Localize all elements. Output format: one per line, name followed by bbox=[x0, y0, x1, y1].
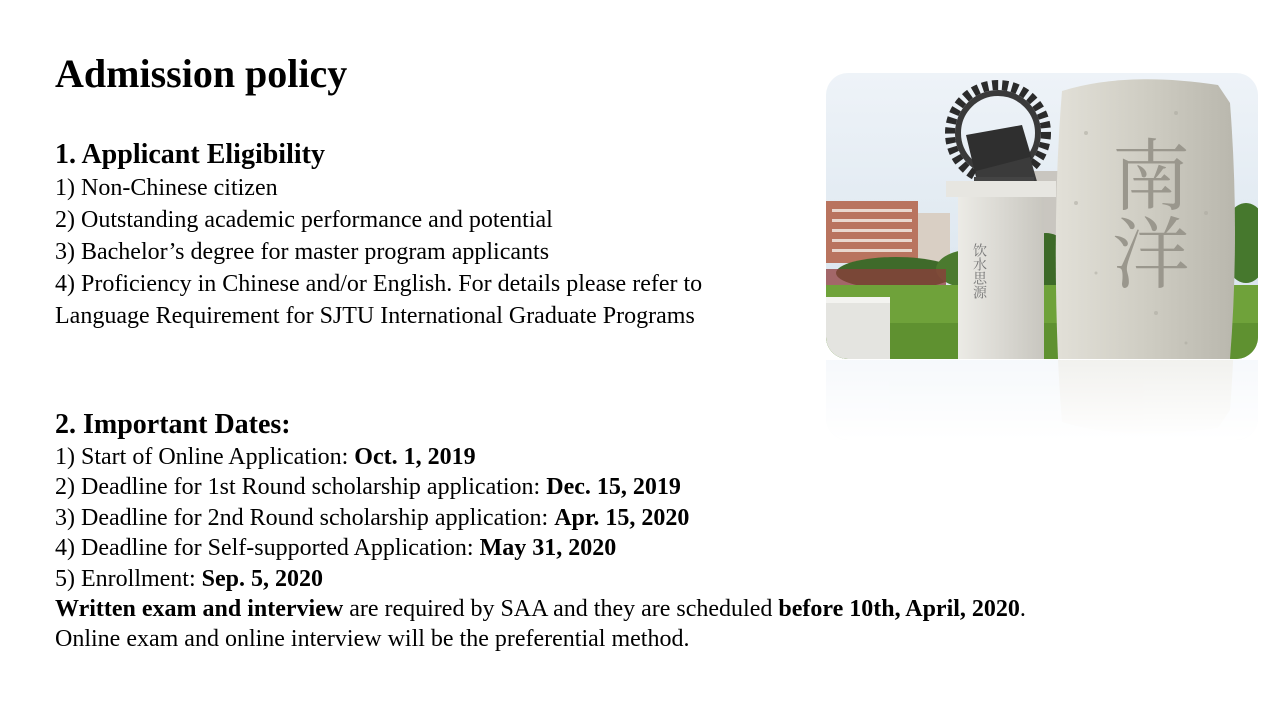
eligibility-item: 3) Bachelor’s degree for master program applicants bbox=[55, 239, 550, 265]
dates-section bbox=[55, 408, 1185, 655]
eligibility-item: 2) Outstanding academic performance and potential bbox=[55, 207, 553, 233]
pillar-inscription: 饮水思源 bbox=[971, 243, 987, 299]
date-item bbox=[55, 533, 1185, 563]
eligibility-item: Language Requirement for SJTU International Graduate Programs bbox=[55, 303, 695, 329]
exam-note-deadline: before 10th, April, 2020 bbox=[778, 596, 1020, 623]
eligibility-item: 1) Non-Chinese citizen bbox=[55, 175, 278, 201]
campus-photo-illustration bbox=[826, 73, 1258, 359]
date-value: May 31, 2020 bbox=[479, 535, 617, 562]
date-value: Sep. 5, 2020 bbox=[201, 565, 323, 592]
date-item bbox=[55, 472, 1185, 502]
dates-heading: 2. Important Dates: bbox=[55, 409, 291, 440]
date-value: Apr. 15, 2020 bbox=[554, 504, 690, 531]
eligibility-item: 4) Proficiency in Chinese and/or English. For details please refer to bbox=[55, 271, 703, 297]
date-label: 1) Start of Online Application: bbox=[55, 444, 355, 470]
date-value: Dec. 15, 2019 bbox=[546, 474, 681, 501]
date-label: 4) Deadline for Self-supported Application: bbox=[55, 535, 480, 562]
exam-note-period: . bbox=[1019, 596, 1026, 623]
stone-characters: 南洋 bbox=[1099, 135, 1189, 291]
date-item bbox=[55, 442, 1185, 472]
date-label: 2) Deadline for 1st Round scholarship application: bbox=[55, 474, 547, 501]
eligibility-section bbox=[55, 138, 795, 332]
exam-note-method: Online exam and online interview will be the preferential method. bbox=[55, 626, 690, 653]
date-item bbox=[55, 503, 1185, 533]
page-title: Admission policy bbox=[55, 51, 348, 96]
exam-note-text: are required by SAA and they are scheduled bbox=[343, 596, 779, 623]
campus-photo bbox=[826, 73, 1258, 359]
campus-photo-reflection bbox=[826, 360, 1258, 440]
date-item bbox=[55, 564, 1185, 594]
date-label: 5) Enrollment: bbox=[55, 565, 202, 592]
exam-note bbox=[55, 594, 1185, 624]
exam-note-bold: Written exam and interview bbox=[55, 596, 344, 623]
date-label: 3) Deadline for 2nd Round scholarship application: bbox=[55, 504, 555, 531]
eligibility-heading: 1. Applicant Eligibility bbox=[55, 139, 325, 170]
date-value: Oct. 1, 2019 bbox=[354, 444, 476, 470]
